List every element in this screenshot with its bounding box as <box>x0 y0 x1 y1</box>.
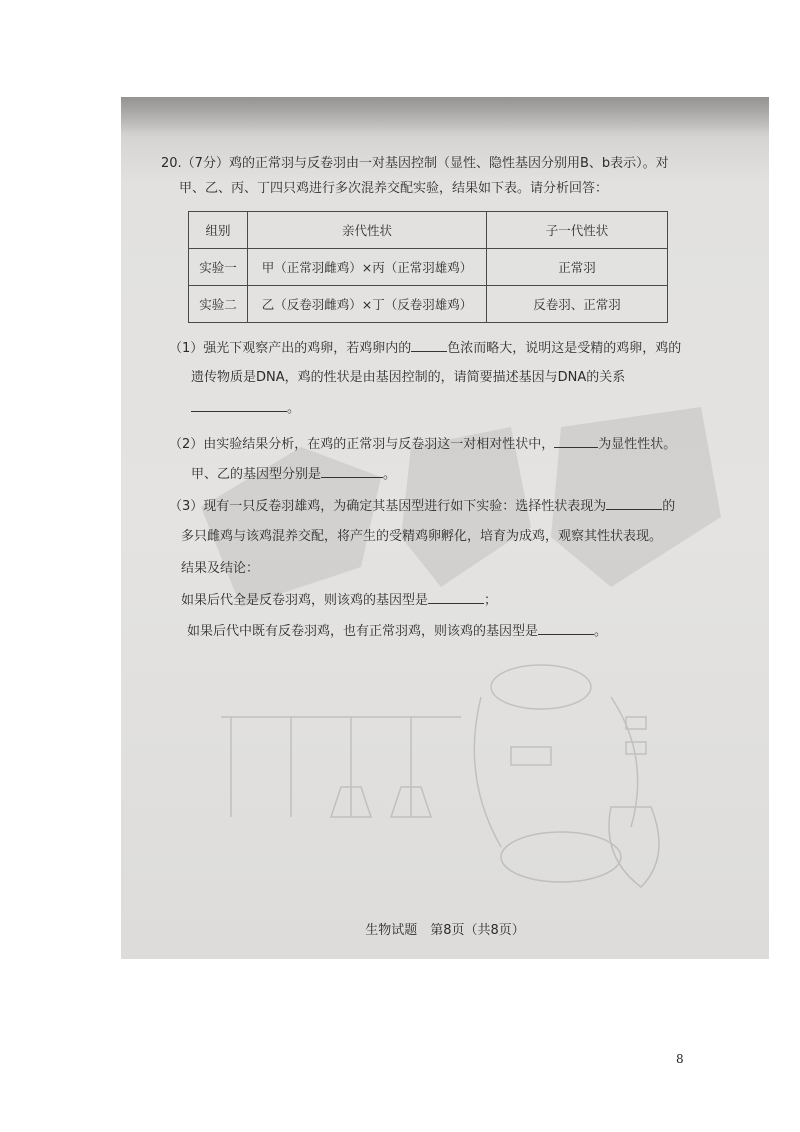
part3-text-a: 如果后代全是反卷羽鸡，则该鸡的基因型是 <box>181 593 429 608</box>
part2-text-b: 为显性性状。 <box>598 437 677 452</box>
page-footer: 生物试题 第8页（共8页） <box>365 923 525 938</box>
table-header: 组别 <box>189 212 248 249</box>
part2-line2 <box>191 465 396 484</box>
answer-blank[interactable] <box>606 497 662 510</box>
answer-blank[interactable] <box>538 622 594 635</box>
part2-text-a: 甲、乙的基因型分别是 <box>191 467 322 482</box>
answer-blank[interactable] <box>428 591 484 604</box>
part3-line1 <box>169 497 675 516</box>
part3-text-a: （3）现有一只反卷羽雄鸡，为确定其基因型进行如下实验：选择性状表现为 <box>169 499 607 514</box>
part3-line3: 结果及结论： <box>181 561 260 576</box>
question-intro-line1: 20.（7分）鸡的正常羽与反卷羽由一对基因控制（显性、隐性基因分别用B、b表示）。对 <box>161 156 669 171</box>
part3-line5 <box>187 622 607 641</box>
part3-text-b: 的 <box>662 499 676 514</box>
table-cell: 反卷羽、正常羽 <box>487 286 668 323</box>
table-cell: 甲（正常羽雌鸡）×丙（正常羽雄鸡） <box>248 249 487 286</box>
part2-text-b: 。 <box>383 467 397 482</box>
answer-blank[interactable] <box>411 339 447 352</box>
table-cell: 实验二 <box>189 286 248 323</box>
table-row <box>189 249 668 286</box>
part3-line2: 多只雌鸡与该鸡混养交配，将产生的受精鸡卵孵化，培育为成鸡，观察其性状表现。 <box>181 529 663 544</box>
table-row <box>189 286 668 323</box>
page-number: 8 <box>676 1052 684 1066</box>
experiment-table <box>188 211 668 323</box>
show-through-diagram <box>211 657 691 897</box>
table-header: 亲代性状 <box>248 212 487 249</box>
part3-text-b: ； <box>484 593 498 608</box>
answer-blank[interactable] <box>321 465 383 478</box>
answer-blank[interactable] <box>191 399 287 412</box>
part1-line1 <box>169 339 681 358</box>
part2-line1 <box>169 435 676 454</box>
part3-line4 <box>181 591 497 610</box>
table-cell: 乙（反卷羽雌鸡）×丁（反卷羽雄鸡） <box>248 286 487 323</box>
part2-text-a: （2）由实验结果分析，在鸡的正常羽与反卷羽这一对相对性状中， <box>169 437 555 452</box>
photo-shadow <box>121 97 769 137</box>
part1-text-b: 色浓而略大，说明这是受精的鸡卵，鸡的 <box>447 341 682 356</box>
answer-blank[interactable] <box>554 435 598 448</box>
table-cell: 正常羽 <box>487 249 668 286</box>
part1-text-a: （1）强光下观察产出的鸡卵，若鸡卵内的 <box>169 341 412 356</box>
part1-line2: 遗传物质是DNA，鸡的性状是由基因控制的，请简要描述基因与DNA的关系 <box>191 370 626 385</box>
part3-text-a: 如果后代中既有反卷羽鸡，也有正常羽鸡，则该鸡的基因型是 <box>187 624 539 639</box>
scanned-photo <box>121 97 769 959</box>
table-header: 子一代性状 <box>487 212 668 249</box>
question-intro-line2: 甲、乙、丙、丁四只鸡进行多次混养交配实验，结果如下表。请分析回答： <box>179 181 609 196</box>
table-header-row <box>189 212 668 249</box>
part1-line3 <box>191 399 300 418</box>
part3-text-b: 。 <box>594 624 608 639</box>
table-cell: 实验一 <box>189 249 248 286</box>
part1-text-end: 。 <box>287 401 301 416</box>
